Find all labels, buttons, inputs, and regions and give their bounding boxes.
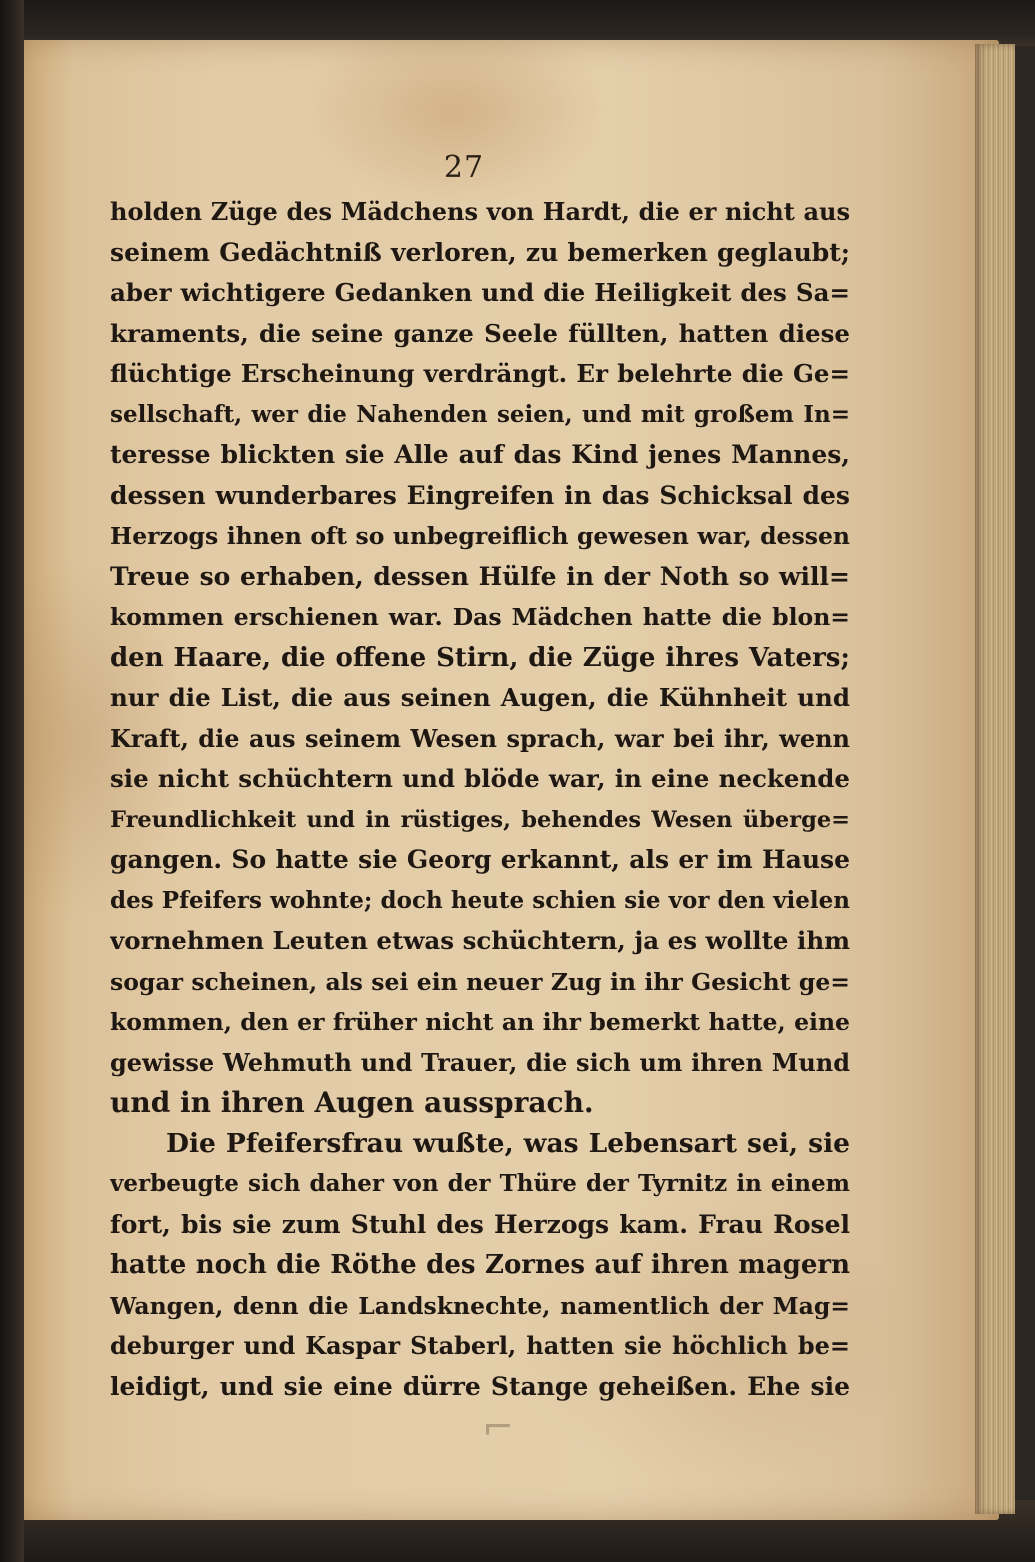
text-line: verbeugte sich daher von der Thüre der Tyrnitz in einem xyxy=(110,1170,850,1197)
text-line: leidigt, und sie eine dürre Stange geheißen. Ehe sie xyxy=(110,1371,850,1401)
text-line: fort, bis sie zum Stuhl des Herzogs kam. Frau Rosel xyxy=(110,1209,850,1239)
text-line: sogar scheinen, als sei ein neuer Zug in ihr Gesicht ge= xyxy=(110,967,850,996)
text-line: des Pfeifers wohnte; doch heute schien sie vor den vielen xyxy=(110,886,850,914)
text-line: dessen wunderbares Eingreifen in das Schicksal des xyxy=(110,480,850,510)
text-line: gangen. So hatte sie Georg erkannt, als er im Hause xyxy=(110,845,850,874)
text-line: und in ihren Augen aussprach. xyxy=(110,1086,594,1119)
text-line: seinem Gedächtniß verloren, zu bemerken geglaubt; xyxy=(110,237,850,267)
text-line: flüchtige Erscheinung verdrängt. Er belehrte die Ge= xyxy=(110,359,850,388)
text-line: Die Pfeifersfrau wußte, was Lebensart sei, sie xyxy=(166,1127,850,1159)
text-line: kraments, die seine ganze Seele füllten, hatten diese xyxy=(110,318,850,348)
text-line: gewisse Wehmuth und Trauer, die sich um ihren Mund xyxy=(110,1047,850,1077)
text-line: aber wichtigere Gedanken und die Heiligkeit des Sa= xyxy=(110,278,850,307)
text-line: teresse blickten sie Alle auf das Kind jenes Mannes, xyxy=(110,440,850,469)
text-line: Herzogs ihnen oft so unbegreiflich gewesen war, dessen xyxy=(110,522,850,550)
book-binding xyxy=(0,0,24,1562)
text-line: sie nicht schüchtern und blöde war, in eine neckende xyxy=(110,764,850,793)
text-line: Freundlichkeit und in rüstiges, behendes Wesen überge= xyxy=(110,806,850,833)
text-line: hatte noch die Röthe des Zornes auf ihren magern xyxy=(110,1250,850,1280)
text-line: nur die List, die aus seinen Augen, die Kühnheit und xyxy=(110,683,850,712)
text-line: Treue so erhaben, dessen Hülfe in der Noth so will= xyxy=(110,561,850,591)
text-line: sellschaft, wer die Nahenden seien, und mit großem In= xyxy=(110,400,850,428)
text-line: deburger und Kaspar Staberl, hatten sie höchlich be= xyxy=(110,1331,850,1360)
page-number: 27 xyxy=(443,150,485,185)
text-line: Wangen, denn die Landsknechte, namentlich der Mag= xyxy=(110,1291,850,1320)
book-page xyxy=(14,40,999,1520)
text-line: kommen, den er früher nicht an ihr bemerkt hatte, eine xyxy=(110,1008,850,1036)
page-text xyxy=(110,192,850,1407)
text-line: den Haare, die offene Stirn, die Züge ihres Vaters; xyxy=(110,642,850,673)
text-line: vornehmen Leuten etwas schüchtern, ja es wollte ihm xyxy=(110,926,850,955)
text-line: holden Züge des Mädchens von Hardt, die er nicht aus xyxy=(110,197,850,226)
pencil-mark: ⌐ xyxy=(482,1405,514,1449)
text-line: Kraft, die aus seinem Wesen sprach, war bei ihr, wenn xyxy=(110,723,850,753)
text-line: kommen erschienen war. Das Mädchen hatte die blon= xyxy=(110,603,850,631)
page-stack-edge xyxy=(975,44,1015,1514)
